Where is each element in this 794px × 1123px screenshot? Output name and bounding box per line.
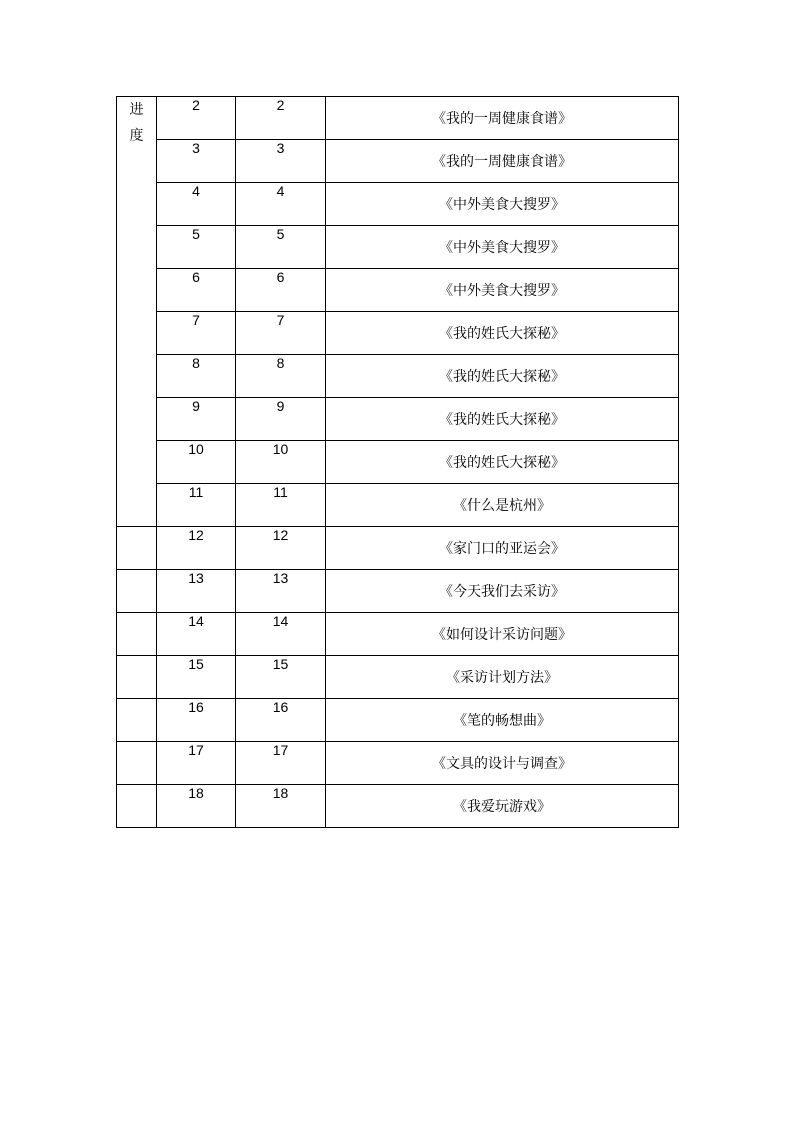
lesson-title-cell: 《中外美食大搜罗》 bbox=[326, 183, 679, 226]
session-cell: 12 bbox=[236, 527, 326, 570]
lesson-title-cell: 《我爱玩游戏》 bbox=[326, 785, 679, 828]
table-row bbox=[117, 183, 679, 226]
week-cell: 4 bbox=[157, 183, 236, 226]
lesson-title-cell: 《我的姓氏大探秘》 bbox=[326, 312, 679, 355]
table-row bbox=[117, 398, 679, 441]
week-cell: 14 bbox=[157, 613, 236, 656]
table-row bbox=[117, 312, 679, 355]
empty-label-cell bbox=[117, 656, 157, 699]
week-cell: 15 bbox=[157, 656, 236, 699]
session-cell: 10 bbox=[236, 441, 326, 484]
lesson-title-cell: 《如何设计采访问题》 bbox=[326, 613, 679, 656]
lesson-title-cell: 《什么是杭州》 bbox=[326, 484, 679, 527]
session-cell: 15 bbox=[236, 656, 326, 699]
lesson-title-cell: 《家门口的亚运会》 bbox=[326, 527, 679, 570]
table-row bbox=[117, 140, 679, 183]
session-cell: 6 bbox=[236, 269, 326, 312]
week-cell: 8 bbox=[157, 355, 236, 398]
table-row bbox=[117, 97, 679, 140]
session-cell: 17 bbox=[236, 742, 326, 785]
empty-label-cell bbox=[117, 742, 157, 785]
lesson-title-cell: 《我的一周健康食谱》 bbox=[326, 97, 679, 140]
week-cell: 16 bbox=[157, 699, 236, 742]
progress-label-cell bbox=[117, 97, 157, 527]
table-row bbox=[117, 742, 679, 785]
lesson-title-cell: 《中外美食大搜罗》 bbox=[326, 226, 679, 269]
lesson-title-cell: 《中外美食大搜罗》 bbox=[326, 269, 679, 312]
lesson-title-cell: 《我的一周健康食谱》 bbox=[326, 140, 679, 183]
table-row bbox=[117, 269, 679, 312]
empty-label-cell bbox=[117, 699, 157, 742]
empty-label-cell bbox=[117, 613, 157, 656]
table-row bbox=[117, 355, 679, 398]
progress-label-char: 进 bbox=[129, 102, 144, 118]
session-cell: 7 bbox=[236, 312, 326, 355]
week-cell: 13 bbox=[157, 570, 236, 613]
session-cell: 5 bbox=[236, 226, 326, 269]
table-row bbox=[117, 484, 679, 527]
session-cell: 11 bbox=[236, 484, 326, 527]
table-row bbox=[117, 613, 679, 656]
lesson-title-cell: 《今天我们去采访》 bbox=[326, 570, 679, 613]
table-row bbox=[117, 656, 679, 699]
session-cell: 13 bbox=[236, 570, 326, 613]
progress-label-char: 度 bbox=[129, 128, 144, 144]
lesson-title-cell: 《我的姓氏大探秘》 bbox=[326, 398, 679, 441]
session-cell: 9 bbox=[236, 398, 326, 441]
empty-label-cell bbox=[117, 527, 157, 570]
week-cell: 9 bbox=[157, 398, 236, 441]
empty-label-cell bbox=[117, 570, 157, 613]
week-cell: 10 bbox=[157, 441, 236, 484]
week-cell: 18 bbox=[157, 785, 236, 828]
week-cell: 2 bbox=[157, 97, 236, 140]
week-cell: 5 bbox=[157, 226, 236, 269]
empty-label-cell bbox=[117, 785, 157, 828]
table-row bbox=[117, 785, 679, 828]
lesson-title-cell: 《我的姓氏大探秘》 bbox=[326, 441, 679, 484]
week-cell: 7 bbox=[157, 312, 236, 355]
session-cell: 18 bbox=[236, 785, 326, 828]
lesson-title-cell: 《采访计划方法》 bbox=[326, 656, 679, 699]
table-row bbox=[117, 441, 679, 484]
session-cell: 2 bbox=[236, 97, 326, 140]
schedule-table bbox=[116, 96, 679, 828]
week-cell: 17 bbox=[157, 742, 236, 785]
schedule-table-body bbox=[117, 97, 679, 828]
week-cell: 12 bbox=[157, 527, 236, 570]
lesson-title-cell: 《文具的设计与调查》 bbox=[326, 742, 679, 785]
table-row bbox=[117, 570, 679, 613]
table-row bbox=[117, 699, 679, 742]
session-cell: 16 bbox=[236, 699, 326, 742]
session-cell: 8 bbox=[236, 355, 326, 398]
session-cell: 14 bbox=[236, 613, 326, 656]
week-cell: 6 bbox=[157, 269, 236, 312]
week-cell: 11 bbox=[157, 484, 236, 527]
table-row bbox=[117, 527, 679, 570]
week-cell: 3 bbox=[157, 140, 236, 183]
table-row bbox=[117, 226, 679, 269]
lesson-title-cell: 《我的姓氏大探秘》 bbox=[326, 355, 679, 398]
session-cell: 3 bbox=[236, 140, 326, 183]
lesson-title-cell: 《笔的畅想曲》 bbox=[326, 699, 679, 742]
session-cell: 4 bbox=[236, 183, 326, 226]
